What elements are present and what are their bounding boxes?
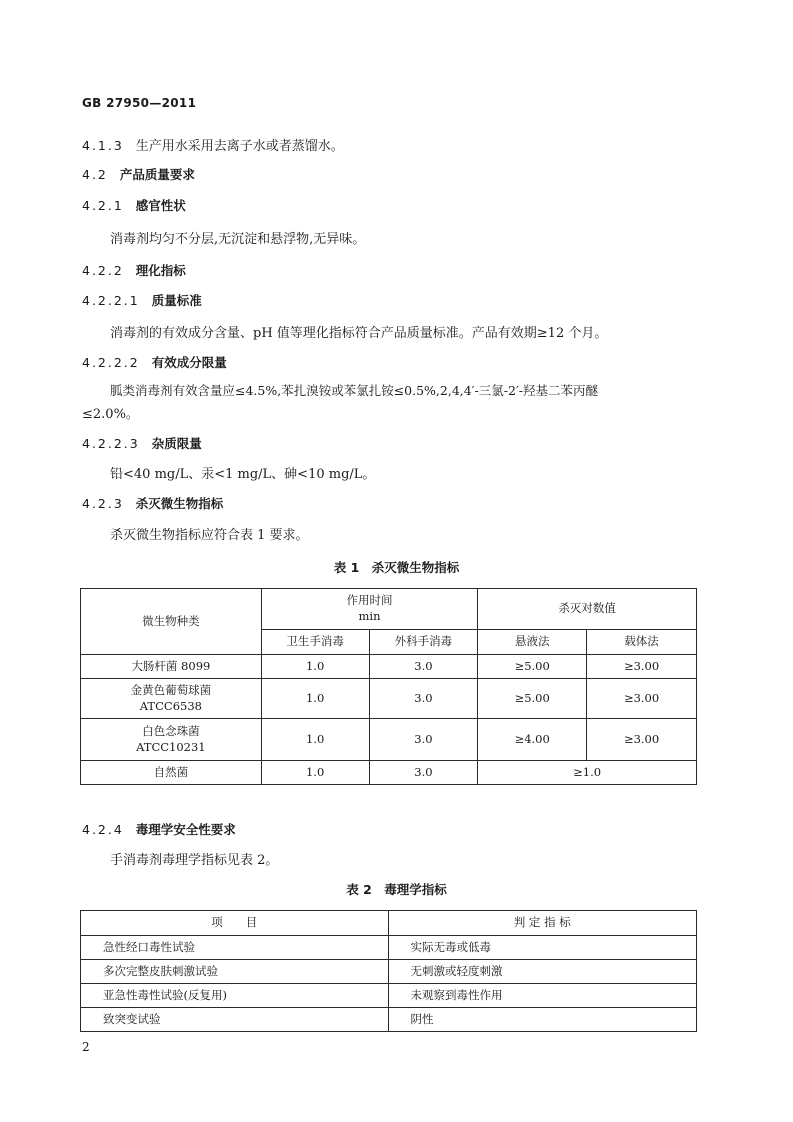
paragraph-4-2-2-3: 铅<40 mg/L、汞<1 mg/L、砷<10 mg/L。 bbox=[110, 467, 376, 482]
section-text: 生产用水采用去离子水或者蒸馏水。 bbox=[135, 139, 344, 154]
table1-sub-surgical: 外科手消毒 bbox=[369, 630, 478, 655]
table1-cell-species bbox=[81, 679, 262, 719]
section-4-2-3 bbox=[82, 494, 223, 512]
section-title: 杀灭微生物指标 bbox=[135, 496, 224, 511]
table1-cell-surgical: 3.0 bbox=[369, 719, 478, 761]
table2-cell-criteria: 未观察到毒性作用 bbox=[388, 984, 697, 1008]
table1-cell-species: 大肠杆菌 8099 bbox=[81, 655, 262, 679]
section-number: 4.2.2.1 bbox=[82, 293, 140, 308]
table1-cell-suspension: ≥5.00 bbox=[478, 655, 587, 679]
table1-cell-merged: ≥1.0 bbox=[478, 761, 697, 785]
table2-cell-item: 多次完整皮肤刺激试验 bbox=[81, 960, 389, 984]
section-title: 杂质限量 bbox=[151, 436, 202, 451]
table1-cell-surgical: 3.0 bbox=[369, 655, 478, 679]
paragraph-4-2-2-2-line1: 胍类消毒剂有效含量应≤4.5%,苯扎溴铵或苯氯扎铵≤0.5%,2,4,4′-三氯-2′-羟基二苯丙醚 bbox=[110, 383, 599, 398]
table1-cell-hand: 1.0 bbox=[261, 679, 369, 719]
table1-header-row bbox=[81, 589, 697, 630]
table1-sub-carrier: 载体法 bbox=[587, 630, 697, 655]
section-4-2-2-3 bbox=[82, 434, 202, 452]
table2-cell-item: 急性经口毒性试验 bbox=[81, 936, 389, 960]
species-strain: ATCC10231 bbox=[136, 739, 206, 754]
section-number: 4.2.2.2 bbox=[82, 355, 140, 370]
table1-cell-surgical: 3.0 bbox=[369, 679, 478, 719]
section-number: 4.2.4 bbox=[82, 822, 124, 837]
section-title: 毒理学安全性要求 bbox=[135, 822, 236, 837]
table1-cell-species: 自然菌 bbox=[81, 761, 262, 785]
table1-sub-hand: 卫生手消毒 bbox=[261, 630, 369, 655]
table1-cell-hand: 1.0 bbox=[261, 719, 369, 761]
table-row bbox=[81, 936, 697, 960]
table-row bbox=[81, 984, 697, 1008]
table1-cell-hand: 1.0 bbox=[261, 761, 369, 785]
table2-cell-item: 亚急性毒性试验(反复用) bbox=[81, 984, 389, 1008]
section-number: 4.2 bbox=[82, 167, 108, 182]
table-row bbox=[81, 655, 697, 679]
table1-cell-hand: 1.0 bbox=[261, 655, 369, 679]
table1-cell-carrier: ≥3.00 bbox=[587, 679, 697, 719]
section-4-2-1 bbox=[82, 196, 186, 214]
table1-cell-surgical: 3.0 bbox=[369, 761, 478, 785]
paragraph-4-2-4: 手消毒剂毒理学指标见表 2。 bbox=[110, 853, 279, 868]
section-title: 质量标准 bbox=[151, 293, 202, 308]
table2-col-item: 项 目 bbox=[81, 911, 389, 936]
section-4-1-3 bbox=[82, 135, 344, 154]
section-title: 感官性状 bbox=[135, 198, 186, 213]
table1-col-time-unit: min bbox=[358, 609, 381, 623]
table-row bbox=[81, 1008, 697, 1032]
table2-cell-item: 致突变试验 bbox=[81, 1008, 389, 1032]
species-name: 白色念珠菌 bbox=[142, 723, 200, 738]
table-row bbox=[81, 761, 697, 785]
table1-col-time-label: 作用时间 bbox=[346, 593, 393, 608]
table1-sub-suspension: 悬液法 bbox=[478, 630, 587, 655]
section-number: 4.2.3 bbox=[82, 496, 124, 511]
paragraph-4-2-2-1: 消毒剂的有效成分含量、pH 值等理化指标符合产品质量标准。产品有效期≥12 个月。 bbox=[110, 326, 608, 341]
section-4-2 bbox=[82, 165, 195, 183]
section-number: 4.2.2.3 bbox=[82, 436, 140, 451]
species-name: 金黄色葡萄球菌 bbox=[130, 682, 212, 697]
table-row bbox=[81, 719, 697, 761]
table1-cell-suspension: ≥4.00 bbox=[478, 719, 587, 761]
paragraph-4-2-3: 杀灭微生物指标应符合表 1 要求。 bbox=[110, 528, 309, 543]
species-strain: ATCC6538 bbox=[139, 698, 202, 713]
section-title: 产品质量要求 bbox=[119, 167, 195, 182]
standard-header: GB 27950—2011 bbox=[82, 96, 197, 110]
table1-col-time bbox=[261, 589, 478, 630]
section-4-2-4 bbox=[82, 820, 236, 838]
section-4-2-2 bbox=[82, 261, 186, 279]
table-row bbox=[81, 960, 697, 984]
table2-cell-criteria: 阴性 bbox=[388, 1008, 697, 1032]
table1-cell-carrier: ≥3.00 bbox=[587, 719, 697, 761]
table1-cell-species bbox=[81, 719, 262, 761]
paragraph-4-2-2-2-line2: ≤2.0%。 bbox=[82, 407, 139, 422]
section-4-2-2-1 bbox=[82, 291, 202, 309]
section-4-2-2-2 bbox=[82, 353, 227, 371]
table2-header-row bbox=[81, 911, 697, 936]
table2 bbox=[80, 910, 697, 1032]
table2-cell-criteria: 无刺激或轻度刺激 bbox=[388, 960, 697, 984]
table1-caption: 表 1 杀灭微生物指标 bbox=[333, 560, 460, 575]
section-number: 4.1.3 bbox=[82, 138, 124, 153]
section-title: 有效成分限量 bbox=[151, 355, 227, 370]
section-number: 4.2.1 bbox=[82, 198, 124, 213]
table1-cell-carrier: ≥3.00 bbox=[587, 655, 697, 679]
table1 bbox=[80, 588, 697, 785]
paragraph-4-2-1: 消毒剂均匀不分层,无沉淀和悬浮物,无异味。 bbox=[110, 232, 366, 247]
table2-caption: 表 2 毒理学指标 bbox=[346, 882, 447, 897]
section-number: 4.2.2 bbox=[82, 263, 124, 278]
page-number: 2 bbox=[82, 1040, 90, 1054]
table1-col-log: 杀灭对数值 bbox=[478, 589, 697, 630]
table2-col-criteria: 判 定 指 标 bbox=[388, 911, 697, 936]
section-title: 理化指标 bbox=[135, 263, 186, 278]
table2-cell-criteria: 实际无毒或低毒 bbox=[388, 936, 697, 960]
table1-col-species: 微生物种类 bbox=[81, 589, 262, 655]
table1-cell-suspension: ≥5.00 bbox=[478, 679, 587, 719]
table-row bbox=[81, 679, 697, 719]
